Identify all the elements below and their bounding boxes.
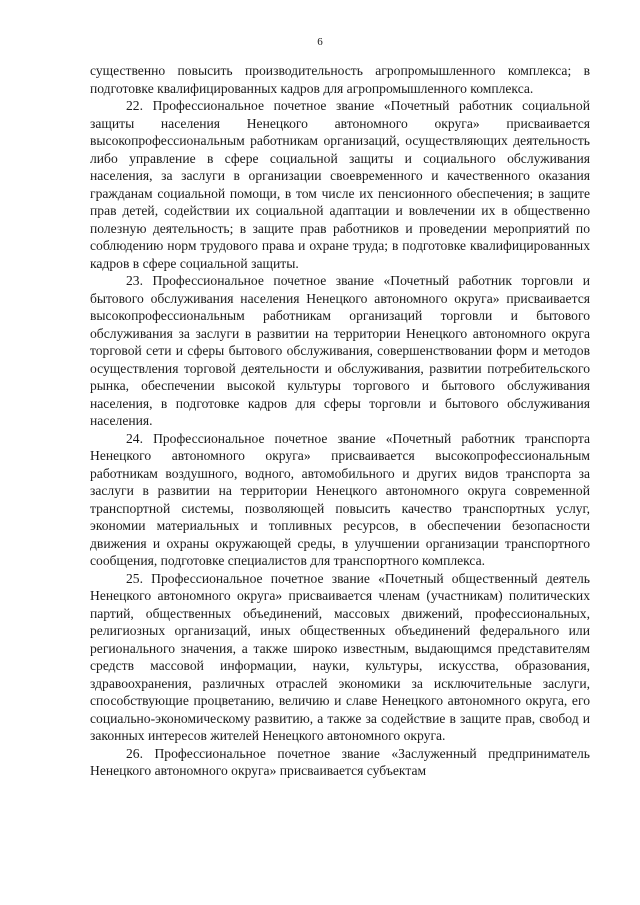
document-body [90,62,590,780]
paragraph-item-25: 25. Профессиональное почетное звание «Почетный общественный деятель Ненецкого автономного округа» присваивается членам (участникам) политических партий, общественных объединений, массовых движений, профессиональных, религиозных организаций, иных общественных объединений федерального или регионального значения, а также широко известным, выдающимся представителям средств массовой информации, науки, культуры, искусства, образования, здравоохранения, различных отраслей экономики за исключительные заслуги, способствующие процветанию, величию и славе Ненецкого автономного округа, его социально-экономическому развитию, а также за содействие в защите прав, свобод и законных интересов жителей Ненецкого автономного округа. [90,570,590,743]
paragraph-item-23: 23. Профессиональное почетное звание «Почетный работник торговли и бытового обслуживания населения Ненецкого автономного округа» присваивается высокопрофессиональным работникам организаций торговли и бытового обслуживания за заслуги в развитии на территории Ненецкого автономного округа торговой сети и сферы бытового обслуживания, совершенствовании форм и методов осуществления торговой деятельности и обслуживания, развитии потребительского рынка, обеспечении высокой культуры торгового и бытового обслуживания населения, в подготовке кадров для сферы торговли и бытового обслуживания населения. [90,273,590,428]
paragraph-item-26: 26. Профессиональное почетное звание «Заслуженный предприниматель Ненецкого автономного округа» присваивается субъектам [90,745,590,778]
page-number: 6 [317,36,323,48]
paragraph-continuation: существенно повысить производительность агропромышленного комплекса; в подготовке квалифицированных кадров для агропромышленного комплекса. [90,63,590,96]
paragraph-item-24: 24. Профессиональное почетное звание «Почетный работник транспорта Ненецкого автономного округа» присваивается высокопрофессиональным работникам воздушного, водного, автомобильного и других видов транспорта за заслуги в развитии на территории Ненецкого автономного округа современной транспортной системы, позволяющей повысить качество транспортных услуг, экономии материальных и топливных ресурсов, в обеспечении безопасности движения и охраны окружающей среды, в улучшении организации транспортного сообщения, подготовке специалистов для транспортного комплекса. [90,430,590,568]
paragraph-item-22: 22. Профессиональное почетное звание «Почетный работник социальной защиты населения Ненецкого автономного округа» присваивается высокопрофессиональным работникам организаций, осуществляющих деятельность либо управление в сфере социальной защиты и социального обслуживания населения, за заслуги в организации своевременного и качественного оказания гражданам социальной помощи, в том числе их пенсионного обеспечения; в защите прав детей, содействии их социальной адаптации и вовлечении их в общественно полезную деятельность; в защите прав работников и проведении мероприятий по соблюдению норм трудового права и охране труда; в подготовке квалифицированных кадров в сфере социальной защиты. [90,98,590,271]
